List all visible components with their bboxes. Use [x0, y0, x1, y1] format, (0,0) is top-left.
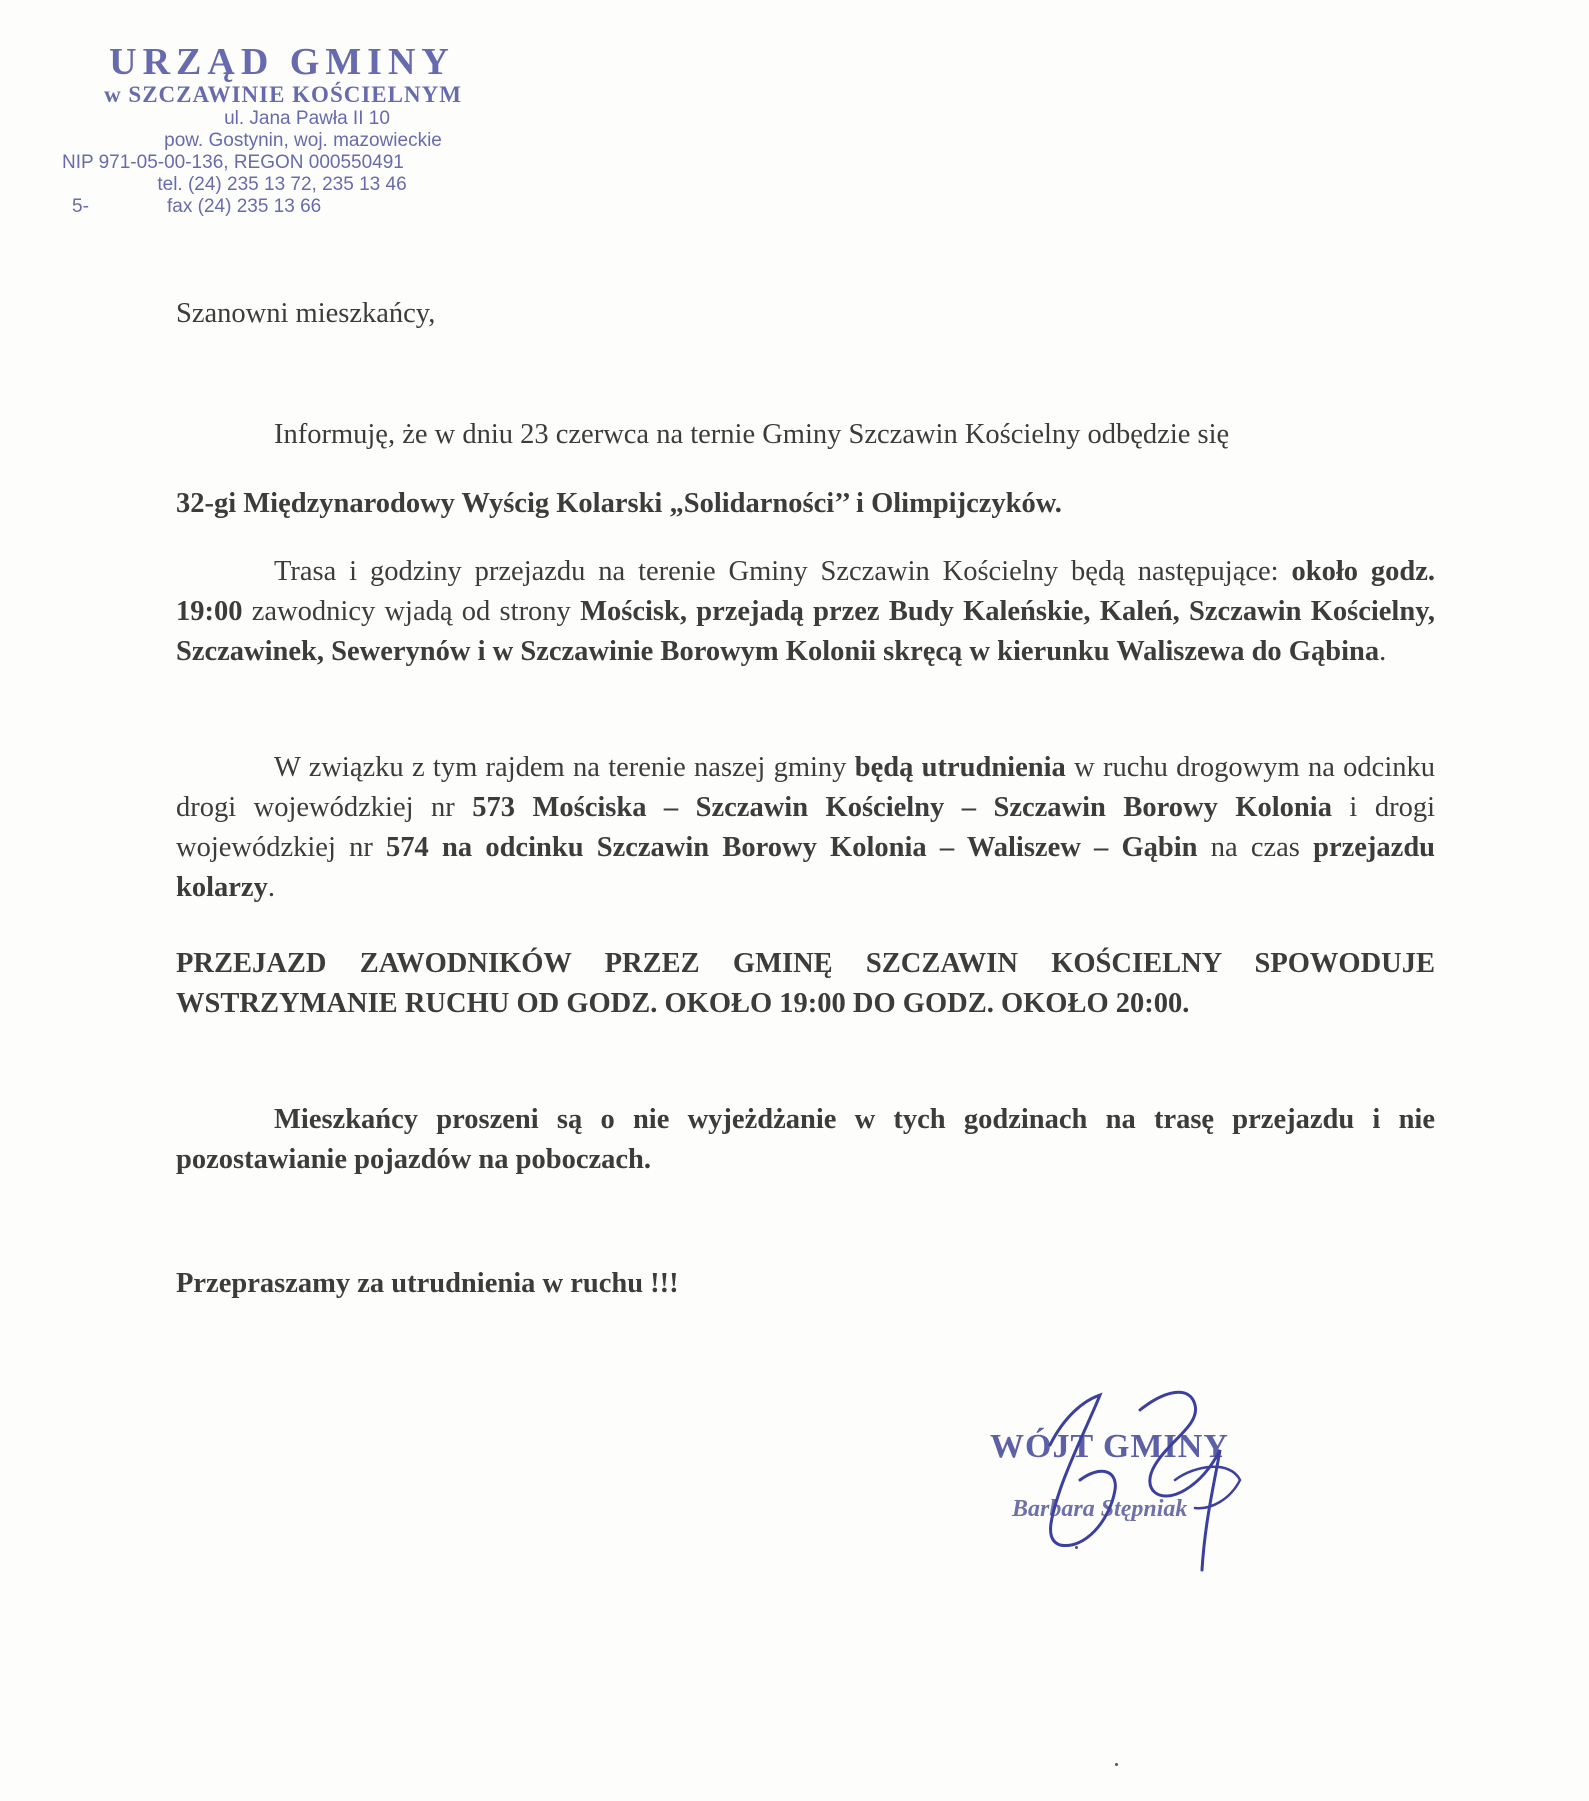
closing-apology: Przepraszamy za utrudnienia w ruchu !!! — [176, 1268, 679, 1299]
ink-speck — [1075, 1546, 1078, 1549]
route-time: około godz. 19:00 — [176, 556, 1435, 627]
stamp-district: pow. Gostynin, woj. mazowieckie — [164, 130, 442, 151]
diff-text-b: będą utrudnienia — [854, 752, 1066, 783]
diff-text-a: W związku z tym rajdem na terenie naszej gminy — [274, 752, 855, 783]
route-text-a: Trasa i godziny przejazdu na terenie Gminy Szczawin Kościelny będą następujące: — [274, 556, 1292, 587]
route-text-c: zawodnicy wjadą od strony — [242, 596, 581, 627]
paragraph-difficulties — [176, 748, 1435, 908]
paragraph-traffic-stop: PRZEJAZD ZAWODNIKÓW PRZEZ GMINĘ SZCZAWIN KOŚCIELNY SPOWODUJE WSTRZYMANIE RUCHU OD GODZ. OKOŁO 19:00 DO GODZ. OKOŁO 20:00. — [176, 948, 1435, 1019]
signature-block — [990, 1370, 1270, 1600]
stamp-fax-prefix: 5- — [72, 196, 89, 217]
stamp-subtitle: w SZCZAWINIE KOŚCIELNYM — [104, 82, 462, 107]
event-name: 32-gi Międzynarodowy Wyścig Kolarski „Solidarności’’ i Olimpijczyków. — [176, 488, 1062, 519]
salutation: Szanowni mieszkańcy, — [176, 298, 436, 329]
diff-road-573: 573 Mościska – Szczawin Kościelny – Szczawin Borowy Kolonia — [472, 792, 1332, 823]
diff-text-h: przejazdu kolarzy — [176, 832, 1436, 903]
request-text: Mieszkańcy proszeni są o nie wyjeżdżanie w tych godzinach na trasę przejazdu i nie pozostawianie pojazdów na poboczach. — [176, 1104, 1435, 1175]
handwritten-signature — [990, 1370, 1270, 1600]
ink-speck — [1115, 1763, 1118, 1766]
stamp-title: URZĄD GMINY — [109, 41, 455, 83]
diff-road-574: 574 na odcinku Szczawin Borowy Kolonia – Waliszew – Gąbin — [386, 832, 1198, 863]
diff-text-g: na czas — [1197, 832, 1314, 863]
stamp-phone: tel. (24) 235 13 72, 235 13 46 — [157, 174, 407, 195]
paragraph-route — [176, 552, 1435, 672]
signature-name: Barbara Stępniak — [1012, 1496, 1188, 1522]
office-stamp — [62, 42, 482, 218]
stamp-fax-line — [62, 196, 482, 218]
diff-text-e: i drogi wojewódzkiej nr — [176, 792, 1435, 863]
signature-title: WÓJT GMINY — [990, 1428, 1229, 1465]
stamp-address: ul. Jana Pawła II 10 — [224, 108, 390, 129]
paragraph-request — [176, 1100, 1435, 1180]
route-places: Mościsk, przejadą przez Budy Kaleńskie, Kaleń, Szczawin Kościelny, Szczawinek, Sewerynów i w Szczawinie Borowym Kolonii skręcą w kierunku Waliszewa do Gąbina — [176, 596, 1435, 667]
route-text-e: . — [1379, 636, 1387, 667]
paragraph-announcement: Informuję, że w dniu 23 czerwca na ternie Gminy Szczawin Kościelny odbędzie się — [274, 419, 1230, 450]
stamp-fax: fax (24) 235 13 66 — [167, 196, 322, 217]
diff-text-c: w ruchu drogowym na odcinku drogi wojewódzkiej nr — [176, 752, 1435, 823]
diff-text-i: . — [267, 872, 275, 903]
stamp-ids: NIP 971-05-00-136, REGON 000550491 — [62, 152, 404, 173]
